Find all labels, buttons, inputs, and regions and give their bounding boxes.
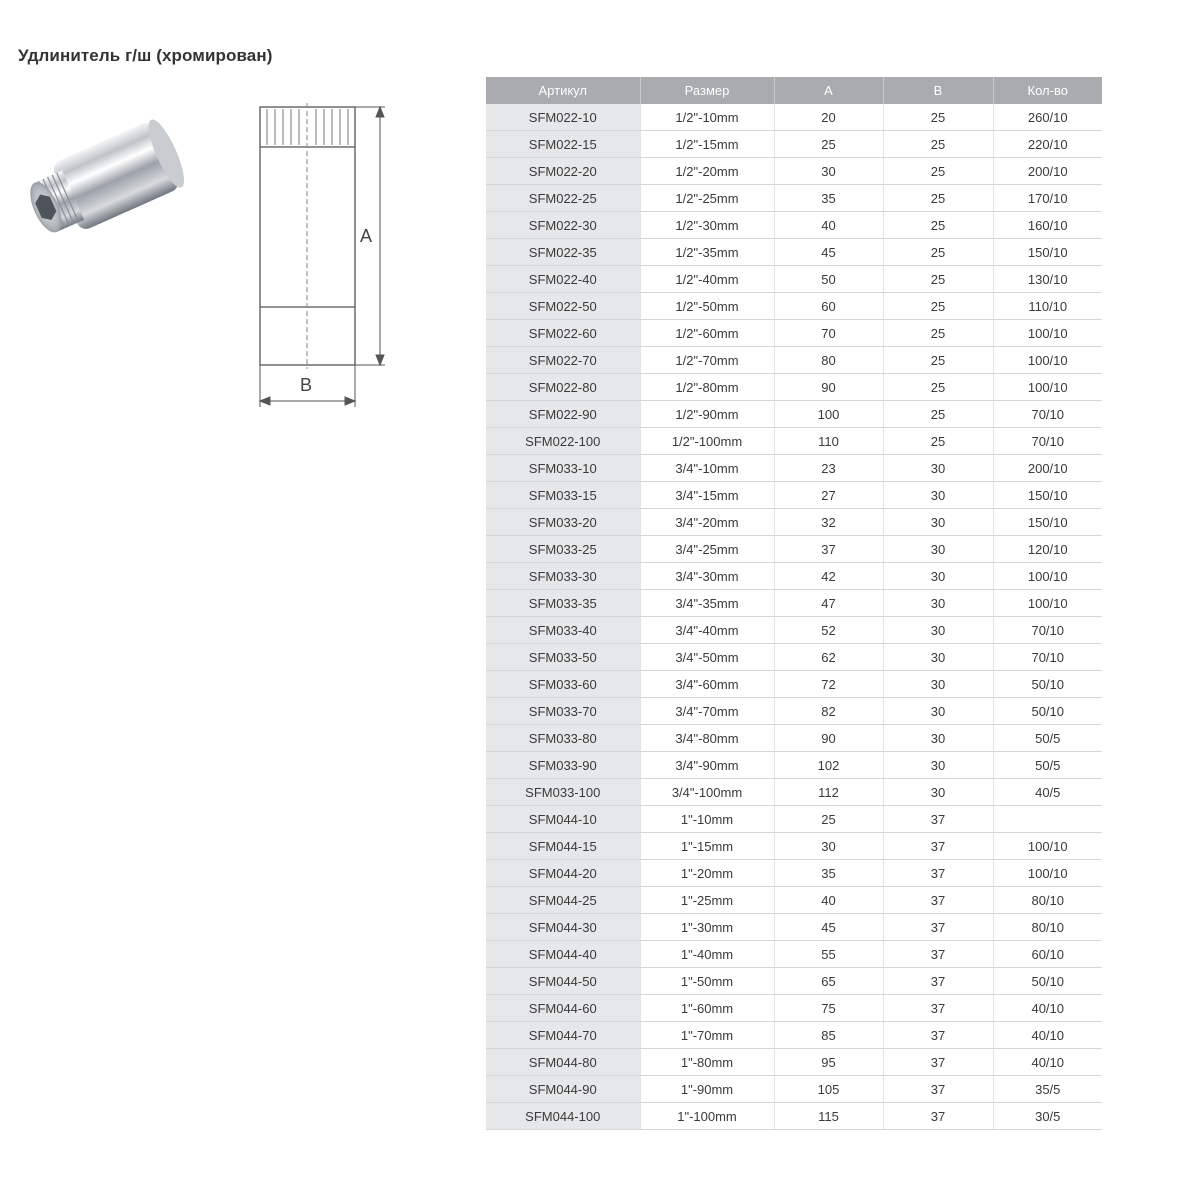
- cell-a: 42: [774, 563, 883, 590]
- cell-b: 25: [883, 293, 993, 320]
- cell-quantity: 200/10: [993, 158, 1102, 185]
- table-row: [486, 590, 1102, 617]
- cell-b: 37: [883, 914, 993, 941]
- cell-b: 30: [883, 698, 993, 725]
- cell-b: 25: [883, 347, 993, 374]
- cell-a: 23: [774, 455, 883, 482]
- cell-article: SFM033-10: [486, 455, 640, 482]
- cell-a: 27: [774, 482, 883, 509]
- cell-quantity: 50/10: [993, 671, 1102, 698]
- cell-quantity: 40/10: [993, 1022, 1102, 1049]
- cell-a: 115: [774, 1103, 883, 1130]
- cell-quantity: 170/10: [993, 185, 1102, 212]
- column-header-b: B: [883, 77, 993, 104]
- cell-b: 30: [883, 779, 993, 806]
- table-row: [486, 347, 1102, 374]
- table-row: [486, 428, 1102, 455]
- cell-article: SFM044-100: [486, 1103, 640, 1130]
- cell-article: SFM033-100: [486, 779, 640, 806]
- cell-a: 52: [774, 617, 883, 644]
- cell-quantity: 100/10: [993, 374, 1102, 401]
- cell-a: 25: [774, 806, 883, 833]
- cell-b: 30: [883, 644, 993, 671]
- cell-a: 100: [774, 401, 883, 428]
- cell-a: 30: [774, 833, 883, 860]
- table-row: [486, 887, 1102, 914]
- cell-a: 112: [774, 779, 883, 806]
- cell-a: 90: [774, 725, 883, 752]
- cell-article: SFM044-60: [486, 995, 640, 1022]
- cell-article: SFM044-15: [486, 833, 640, 860]
- cell-article: SFM022-60: [486, 320, 640, 347]
- cell-size: 3/4"-50mm: [640, 644, 774, 671]
- cell-a: 110: [774, 428, 883, 455]
- cell-size: 1/2"-60mm: [640, 320, 774, 347]
- cell-b: 25: [883, 428, 993, 455]
- cell-article: SFM022-30: [486, 212, 640, 239]
- cell-b: 30: [883, 482, 993, 509]
- cell-quantity: 260/10: [993, 104, 1102, 131]
- table-row: [486, 563, 1102, 590]
- cell-quantity: 110/10: [993, 293, 1102, 320]
- cell-a: 25: [774, 131, 883, 158]
- cell-size: 1"-15mm: [640, 833, 774, 860]
- cell-size: 3/4"-80mm: [640, 725, 774, 752]
- cell-a: 105: [774, 1076, 883, 1103]
- cell-quantity: 70/10: [993, 617, 1102, 644]
- cell-a: 72: [774, 671, 883, 698]
- cell-a: 47: [774, 590, 883, 617]
- cell-quantity: 150/10: [993, 239, 1102, 266]
- cell-article: SFM044-30: [486, 914, 640, 941]
- table-row: [486, 1103, 1102, 1130]
- cell-article: SFM022-50: [486, 293, 640, 320]
- cell-size: 3/4"-10mm: [640, 455, 774, 482]
- cell-size: 3/4"-40mm: [640, 617, 774, 644]
- cell-article: SFM044-20: [486, 860, 640, 887]
- cell-b: 30: [883, 509, 993, 536]
- cell-b: 25: [883, 104, 993, 131]
- cell-b: 37: [883, 806, 993, 833]
- table-row: [486, 995, 1102, 1022]
- table-row: [486, 806, 1102, 833]
- table-row: [486, 968, 1102, 995]
- table-row: [486, 833, 1102, 860]
- table-row: [486, 536, 1102, 563]
- cell-article: SFM022-70: [486, 347, 640, 374]
- cell-article: SFM033-20: [486, 509, 640, 536]
- cell-quantity: 150/10: [993, 482, 1102, 509]
- cell-size: 1/2"-10mm: [640, 104, 774, 131]
- cell-size: 1"-30mm: [640, 914, 774, 941]
- cell-article: SFM022-15: [486, 131, 640, 158]
- table-body: [486, 104, 1102, 1130]
- cell-size: 1/2"-15mm: [640, 131, 774, 158]
- cell-size: 1/2"-40mm: [640, 266, 774, 293]
- cell-b: 37: [883, 860, 993, 887]
- cell-b: 25: [883, 131, 993, 158]
- cell-b: 30: [883, 590, 993, 617]
- cell-quantity: 200/10: [993, 455, 1102, 482]
- cell-a: 45: [774, 914, 883, 941]
- cell-a: 82: [774, 698, 883, 725]
- cell-size: 1/2"-100mm: [640, 428, 774, 455]
- cell-quantity: 70/10: [993, 401, 1102, 428]
- cell-a: 55: [774, 941, 883, 968]
- cell-a: 62: [774, 644, 883, 671]
- cell-size: 1/2"-35mm: [640, 239, 774, 266]
- cell-quantity: 40/5: [993, 779, 1102, 806]
- cell-a: 20: [774, 104, 883, 131]
- cell-quantity: 160/10: [993, 212, 1102, 239]
- table-row: [486, 779, 1102, 806]
- table-row: [486, 1022, 1102, 1049]
- cell-b: 25: [883, 320, 993, 347]
- cell-article: SFM022-40: [486, 266, 640, 293]
- cell-article: SFM044-90: [486, 1076, 640, 1103]
- cell-size: 1/2"-20mm: [640, 158, 774, 185]
- cell-quantity: 30/5: [993, 1103, 1102, 1130]
- column-header-size: Размер: [640, 77, 774, 104]
- cell-a: 37: [774, 536, 883, 563]
- cell-size: 1"-100mm: [640, 1103, 774, 1130]
- column-header-a: A: [774, 77, 883, 104]
- cell-quantity: 40/10: [993, 995, 1102, 1022]
- table-row: [486, 752, 1102, 779]
- cell-article: SFM033-25: [486, 536, 640, 563]
- table-row: [486, 482, 1102, 509]
- cell-size: 1/2"-90mm: [640, 401, 774, 428]
- cell-a: 65: [774, 968, 883, 995]
- cell-article: SFM022-10: [486, 104, 640, 131]
- technical-drawing: [245, 95, 395, 415]
- cell-b: 25: [883, 239, 993, 266]
- cell-b: 25: [883, 374, 993, 401]
- cell-article: SFM022-90: [486, 401, 640, 428]
- table-row: [486, 644, 1102, 671]
- cell-quantity: [993, 806, 1102, 833]
- cell-article: SFM022-35: [486, 239, 640, 266]
- cell-b: 30: [883, 455, 993, 482]
- cell-quantity: 130/10: [993, 266, 1102, 293]
- cell-size: 3/4"-90mm: [640, 752, 774, 779]
- table-row: [486, 1049, 1102, 1076]
- table-row: [486, 698, 1102, 725]
- cell-quantity: 40/10: [993, 1049, 1102, 1076]
- cell-article: SFM033-50: [486, 644, 640, 671]
- cell-quantity: 70/10: [993, 644, 1102, 671]
- cell-article: SFM033-35: [486, 590, 640, 617]
- cell-article: SFM033-80: [486, 725, 640, 752]
- cell-quantity: 60/10: [993, 941, 1102, 968]
- cell-a: 80: [774, 347, 883, 374]
- cell-quantity: 100/10: [993, 833, 1102, 860]
- cell-size: 1"-50mm: [640, 968, 774, 995]
- cell-a: 40: [774, 887, 883, 914]
- cell-b: 30: [883, 563, 993, 590]
- cell-b: 30: [883, 752, 993, 779]
- table-row: [486, 293, 1102, 320]
- cell-b: 30: [883, 725, 993, 752]
- cell-article: SFM033-40: [486, 617, 640, 644]
- cell-article: SFM044-25: [486, 887, 640, 914]
- cell-size: 1"-20mm: [640, 860, 774, 887]
- cell-quantity: 50/10: [993, 698, 1102, 725]
- table-row: [486, 374, 1102, 401]
- cell-article: SFM022-80: [486, 374, 640, 401]
- table-row: [486, 320, 1102, 347]
- table-row: [486, 455, 1102, 482]
- table-row: [486, 401, 1102, 428]
- cell-article: SFM044-10: [486, 806, 640, 833]
- cell-article: SFM022-20: [486, 158, 640, 185]
- cell-b: 37: [883, 887, 993, 914]
- cell-size: 3/4"-25mm: [640, 536, 774, 563]
- cell-b: 25: [883, 158, 993, 185]
- cell-article: SFM044-80: [486, 1049, 640, 1076]
- cell-size: 1/2"-25mm: [640, 185, 774, 212]
- cell-quantity: 50/10: [993, 968, 1102, 995]
- cell-size: 3/4"-60mm: [640, 671, 774, 698]
- column-header-quantity: Кол-во: [993, 77, 1102, 104]
- cell-b: 30: [883, 617, 993, 644]
- cell-quantity: 80/10: [993, 914, 1102, 941]
- cell-a: 95: [774, 1049, 883, 1076]
- cell-size: 1/2"-50mm: [640, 293, 774, 320]
- cell-b: 37: [883, 833, 993, 860]
- cell-article: SFM044-50: [486, 968, 640, 995]
- cell-size: 3/4"-35mm: [640, 590, 774, 617]
- spec-table: [486, 77, 1102, 1130]
- cell-b: 30: [883, 671, 993, 698]
- cell-quantity: 100/10: [993, 590, 1102, 617]
- cell-b: 37: [883, 1049, 993, 1076]
- cell-quantity: 150/10: [993, 509, 1102, 536]
- cell-size: 3/4"-20mm: [640, 509, 774, 536]
- cell-size: 3/4"-70mm: [640, 698, 774, 725]
- cell-article: SFM033-90: [486, 752, 640, 779]
- cell-size: 1"-70mm: [640, 1022, 774, 1049]
- column-header-article: Артикул: [486, 77, 640, 104]
- table-header-row: [486, 77, 1102, 104]
- cell-size: 3/4"-15mm: [640, 482, 774, 509]
- table-row: [486, 104, 1102, 131]
- cell-article: SFM033-60: [486, 671, 640, 698]
- table-row: [486, 185, 1102, 212]
- cell-size: 3/4"-30mm: [640, 563, 774, 590]
- cell-article: SFM044-70: [486, 1022, 640, 1049]
- cell-b: 25: [883, 401, 993, 428]
- cell-a: 85: [774, 1022, 883, 1049]
- table-row: [486, 671, 1102, 698]
- product-photo: [12, 95, 192, 255]
- cell-size: 1/2"-30mm: [640, 212, 774, 239]
- dimension-b-label: B: [300, 375, 313, 395]
- table-row: [486, 941, 1102, 968]
- cell-b: 37: [883, 1103, 993, 1130]
- cell-quantity: 220/10: [993, 131, 1102, 158]
- cell-quantity: 35/5: [993, 1076, 1102, 1103]
- cell-article: SFM022-100: [486, 428, 640, 455]
- cell-b: 37: [883, 941, 993, 968]
- cell-a: 40: [774, 212, 883, 239]
- dimension-a-label: A: [360, 226, 373, 246]
- cell-b: 37: [883, 1076, 993, 1103]
- cell-a: 35: [774, 185, 883, 212]
- cell-article: SFM022-25: [486, 185, 640, 212]
- cell-quantity: 50/5: [993, 752, 1102, 779]
- cell-b: 37: [883, 995, 993, 1022]
- cell-b: 37: [883, 968, 993, 995]
- table-row: [486, 725, 1102, 752]
- cell-b: 25: [883, 185, 993, 212]
- table-row: [486, 914, 1102, 941]
- cell-a: 32: [774, 509, 883, 536]
- cell-size: 1"-40mm: [640, 941, 774, 968]
- cell-quantity: 50/5: [993, 725, 1102, 752]
- cell-size: 1"-60mm: [640, 995, 774, 1022]
- cell-a: 102: [774, 752, 883, 779]
- cell-a: 60: [774, 293, 883, 320]
- cell-article: SFM033-70: [486, 698, 640, 725]
- table-row: [486, 860, 1102, 887]
- cell-a: 75: [774, 995, 883, 1022]
- page-title: Удлинитель г/ш (хромирован): [18, 46, 273, 65]
- table-row: [486, 617, 1102, 644]
- cell-quantity: 100/10: [993, 320, 1102, 347]
- cell-b: 30: [883, 536, 993, 563]
- table-row: [486, 266, 1102, 293]
- cell-quantity: 100/10: [993, 347, 1102, 374]
- cell-b: 25: [883, 266, 993, 293]
- cell-quantity: 70/10: [993, 428, 1102, 455]
- table-row: [486, 509, 1102, 536]
- cell-quantity: 120/10: [993, 536, 1102, 563]
- cell-size: 1"-10mm: [640, 806, 774, 833]
- cell-size: 1"-90mm: [640, 1076, 774, 1103]
- cell-a: 35: [774, 860, 883, 887]
- table-row: [486, 212, 1102, 239]
- cell-a: 30: [774, 158, 883, 185]
- cell-a: 50: [774, 266, 883, 293]
- cell-b: 37: [883, 1022, 993, 1049]
- cell-size: 1/2"-80mm: [640, 374, 774, 401]
- cell-a: 70: [774, 320, 883, 347]
- table-row: [486, 1076, 1102, 1103]
- cell-quantity: 100/10: [993, 860, 1102, 887]
- cell-article: SFM033-30: [486, 563, 640, 590]
- cell-article: SFM033-15: [486, 482, 640, 509]
- cell-quantity: 80/10: [993, 887, 1102, 914]
- cell-a: 90: [774, 374, 883, 401]
- table-row: [486, 239, 1102, 266]
- cell-size: 3/4"-100mm: [640, 779, 774, 806]
- cell-size: 1"-25mm: [640, 887, 774, 914]
- cell-size: 1/2"-70mm: [640, 347, 774, 374]
- cell-article: SFM044-40: [486, 941, 640, 968]
- cell-a: 45: [774, 239, 883, 266]
- cell-quantity: 100/10: [993, 563, 1102, 590]
- table-row: [486, 131, 1102, 158]
- cell-b: 25: [883, 212, 993, 239]
- cell-size: 1"-80mm: [640, 1049, 774, 1076]
- table-row: [486, 158, 1102, 185]
